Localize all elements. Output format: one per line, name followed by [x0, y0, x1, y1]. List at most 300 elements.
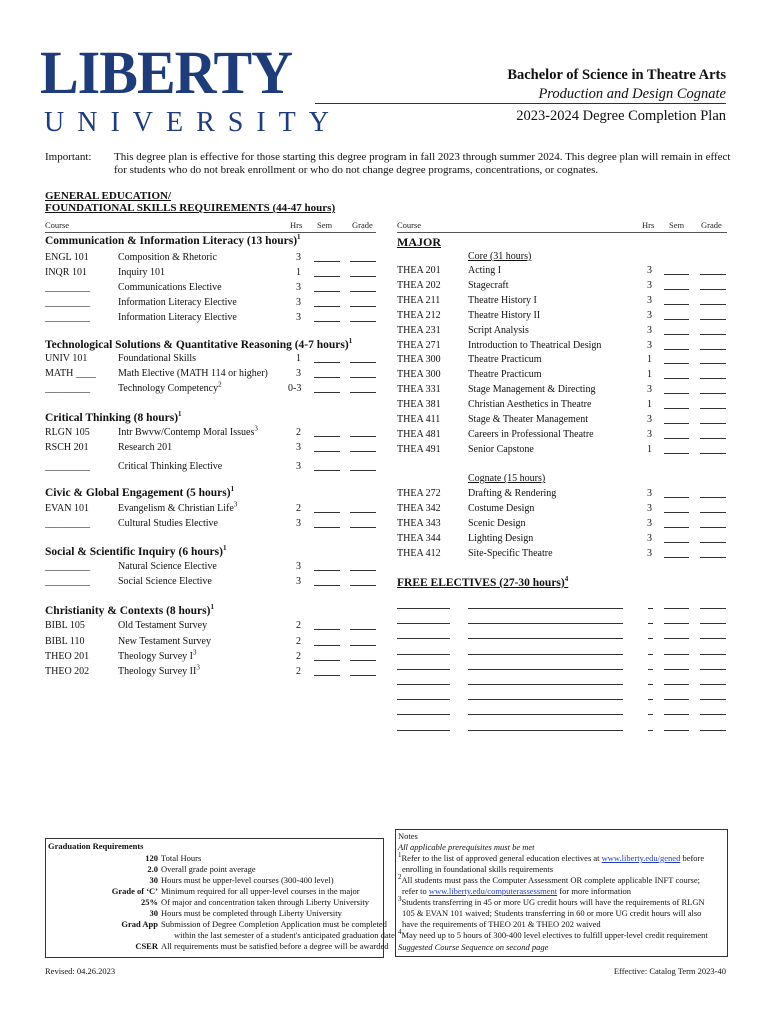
semester-blank[interactable]: [664, 488, 689, 498]
elective-name-blank[interactable]: [468, 705, 623, 715]
course-hours: 3: [647, 279, 652, 291]
semester-blank[interactable]: [664, 675, 689, 685]
course-name: Careers in Professional Theatre: [468, 428, 594, 440]
course-hours: 3: [296, 312, 301, 323]
grad-req-value: 120: [145, 853, 158, 863]
grade-blank[interactable]: [700, 533, 726, 543]
semester-blank[interactable]: [314, 651, 340, 661]
semester-blank[interactable]: [314, 620, 340, 630]
semester-blank[interactable]: [664, 444, 689, 454]
semester-blank[interactable]: [664, 265, 689, 275]
course-name: Information Literacy Elective: [118, 312, 237, 323]
grad-requirements-box: [45, 838, 395, 958]
course-code: _________: [45, 576, 90, 587]
semester-blank[interactable]: [314, 383, 340, 393]
course-name: Theatre Practicum: [468, 354, 542, 366]
grade-blank[interactable]: [700, 660, 726, 670]
course-name: Theatre Practicum: [468, 369, 542, 381]
course-name: Theatre History I: [468, 294, 537, 306]
course-code: THEA 331: [397, 384, 441, 396]
grade-blank[interactable]: [700, 629, 726, 639]
elective-name-blank[interactable]: [468, 675, 623, 685]
important-label: Important:: [45, 151, 92, 163]
course-name: Drafting & Rendering: [468, 488, 557, 499]
col-grade: Grade: [352, 220, 373, 230]
elective-hrs-blank[interactable]: [648, 690, 653, 700]
grade-blank[interactable]: [700, 310, 726, 320]
grade-blank[interactable]: [700, 645, 726, 655]
grade-blank[interactable]: [700, 399, 726, 409]
semester-blank[interactable]: [664, 533, 689, 543]
grade-blank[interactable]: [350, 576, 376, 586]
footnote-marker: 1: [230, 485, 235, 494]
course-code: THEA 342: [397, 503, 441, 514]
elective-course-blank[interactable]: [397, 645, 450, 655]
elective-name-blank[interactable]: [468, 614, 623, 624]
footnote-marker: 1: [210, 603, 214, 612]
course-hours: 3: [296, 368, 301, 379]
course-hours: 2: [296, 651, 301, 662]
major-col-grade: Grade: [701, 220, 722, 230]
course-hours: 1: [296, 267, 301, 278]
elective-name-blank[interactable]: [468, 645, 623, 655]
course-name: Introduction to Theatrical Design: [468, 339, 602, 351]
grade-blank[interactable]: [700, 518, 726, 528]
course-code: BIBL 110: [45, 636, 85, 647]
col-sem: Sem: [317, 220, 333, 230]
course-hours: 3: [647, 428, 652, 440]
course-code: UNIV 101: [45, 353, 88, 364]
semester-blank[interactable]: [314, 666, 340, 676]
cognate-title: Cognate (15 hours): [468, 473, 546, 484]
grade-blank[interactable]: [350, 267, 376, 277]
semester-blank[interactable]: [664, 599, 689, 609]
elective-name-blank[interactable]: [468, 599, 623, 609]
course-name: Research 201: [118, 442, 173, 453]
course-name: Social Science Elective: [118, 576, 212, 587]
elective-course-blank[interactable]: [397, 675, 450, 685]
elective-hrs-blank[interactable]: [648, 660, 653, 670]
course-name: Stagecraft: [468, 279, 509, 291]
course-code: BIBL 105: [45, 620, 85, 631]
course-name: Math Elective (MATH 114 or higher): [118, 368, 268, 379]
course-code: MATH ____: [45, 368, 96, 379]
cognate-title: Production and Design Cognate: [538, 86, 726, 102]
semester-blank[interactable]: [664, 429, 689, 439]
grade-blank[interactable]: [700, 503, 726, 513]
col-hrs: Hrs: [290, 220, 303, 230]
semester-blank[interactable]: [664, 414, 689, 424]
course-code: RLGN 105: [45, 427, 90, 438]
grade-blank[interactable]: [350, 312, 376, 322]
course-hours: 3: [647, 533, 652, 544]
grade-blank[interactable]: [700, 265, 726, 275]
grade-blank[interactable]: [700, 354, 726, 364]
footnote-marker: 3: [233, 500, 238, 509]
course-code: THEA 271: [397, 339, 441, 351]
semester-blank[interactable]: [314, 267, 340, 277]
course-hours: 3: [296, 518, 301, 529]
course-name: Intr Bwvw/Contemp Moral Issues$^3$: [118, 424, 258, 438]
footnote-marker: 3: [193, 648, 197, 657]
elective-course-blank[interactable]: [397, 690, 450, 700]
major-col-hrs: Hrs: [642, 220, 655, 230]
semester-blank[interactable]: [664, 340, 689, 350]
major-title: MAJOR: [397, 235, 441, 249]
semester-blank[interactable]: [314, 503, 340, 513]
footnote-marker: 1: [178, 410, 182, 419]
course-code: ENGL 101: [45, 252, 89, 263]
course-name: Site-Specific Theatre: [468, 548, 553, 559]
grade-blank[interactable]: [700, 675, 726, 685]
grad-req-desc: Of major and concentration taken through Liberty University: [161, 897, 369, 907]
grad-req-value: CSER: [135, 941, 158, 951]
course-code: THEO 201: [45, 651, 90, 662]
grad-req-value: Grade of ‘C’: [111, 886, 158, 896]
grade-blank[interactable]: [350, 427, 376, 437]
grad-req-desc: Hours must be upper-level courses (300-400 level): [161, 875, 334, 885]
course-hours: 2: [296, 666, 301, 677]
elective-hrs-blank[interactable]: [648, 614, 653, 624]
notes-prereq: All applicable prerequisites must be met: [398, 842, 535, 852]
grade-blank[interactable]: [700, 295, 726, 305]
course-hours: 3: [647, 265, 652, 276]
course-hours: 3: [647, 518, 652, 529]
note-1: $^1$Refer to the list of approved general education electives at www.liberty.edu/gened before: [398, 851, 705, 863]
course-hours: 3: [296, 282, 301, 293]
course-code: INQR 101: [45, 267, 87, 278]
note-2: $^2$All students must pass the Computer Assessment OR complete applicable INFT course;: [398, 873, 700, 885]
free-electives-title: FREE ELECTIVES (27-30 hours)$^4$: [397, 575, 569, 589]
course-code: THEA 231: [397, 324, 441, 336]
elective-hrs-blank[interactable]: [648, 705, 653, 715]
course-name: Stage Management & Directing: [468, 384, 596, 396]
course-hours: 3: [296, 461, 301, 472]
course-name: Evangelism & Christian Life$^3$: [118, 500, 238, 514]
semester-blank[interactable]: [314, 636, 340, 646]
elective-hrs-blank[interactable]: [648, 645, 653, 655]
semester-blank[interactable]: [664, 369, 689, 379]
elective-course-blank[interactable]: [397, 614, 450, 624]
note-3-cont1: 105 & EVAN 101 waived; Students transferring in 60 or more UG credit hours will also: [402, 908, 702, 918]
grade-blank[interactable]: [350, 503, 376, 513]
course-name: Scenic Design: [468, 518, 526, 529]
grade-blank[interactable]: [700, 488, 726, 498]
grade-blank[interactable]: [350, 651, 376, 661]
course-name: New Testament Survey: [118, 636, 211, 647]
semester-blank[interactable]: [664, 384, 689, 394]
grade-blank[interactable]: [350, 252, 376, 262]
grade-blank[interactable]: [700, 369, 726, 379]
course-hours: 1: [647, 399, 652, 411]
semester-blank[interactable]: [664, 721, 689, 731]
semester-blank[interactable]: [664, 660, 689, 670]
grade-blank[interactable]: [700, 548, 726, 558]
gen-ed-section-title: Social & Scientific Inquiry (6 hours)$^1$: [45, 544, 227, 558]
grade-blank[interactable]: [350, 383, 376, 393]
core-title: Core (31 hours): [468, 251, 532, 262]
semester-blank[interactable]: [314, 576, 340, 586]
grade-blank[interactable]: [700, 384, 726, 394]
course-code: THEA 481: [397, 428, 441, 440]
course-name: Christian Aesthetics in Theatre: [468, 399, 592, 411]
semester-blank[interactable]: [314, 252, 340, 262]
grad-req-desc: Total Hours: [161, 853, 202, 863]
notes-box: [395, 829, 728, 957]
course-hours: 3: [647, 339, 652, 351]
grade-blank[interactable]: [350, 297, 376, 307]
gen-ed-col-rule: [45, 232, 376, 233]
logo-university: UNIVERSITY: [44, 107, 342, 138]
elective-hrs-blank[interactable]: [648, 629, 653, 639]
grade-blank[interactable]: [700, 721, 726, 731]
elective-hrs-blank[interactable]: [648, 721, 653, 731]
grad-req-desc: Hours must be completed through Liberty University: [161, 908, 342, 918]
elective-course-blank[interactable]: [397, 721, 450, 731]
semester-blank[interactable]: [664, 629, 689, 639]
semester-blank[interactable]: [314, 282, 340, 292]
course-code: THEA 201: [397, 265, 441, 276]
course-code: THEA 381: [397, 399, 441, 411]
course-hours: 2: [296, 503, 301, 514]
semester-blank[interactable]: [664, 354, 689, 364]
semester-blank[interactable]: [664, 325, 689, 335]
semester-blank[interactable]: [664, 503, 689, 513]
plan-year: 2023-2024 Degree Completion Plan: [516, 108, 726, 124]
course-name: Senior Capstone: [468, 443, 534, 455]
grade-blank[interactable]: [350, 518, 376, 528]
course-code: THEA 343: [397, 518, 441, 529]
grad-req-value: 2.0: [147, 864, 158, 874]
footnote-marker: 1: [297, 233, 301, 242]
course-name: Theology Survey $II^3$: [118, 663, 200, 677]
header-rule: [315, 103, 726, 104]
course-hours: 2: [296, 636, 301, 647]
semester-blank[interactable]: [314, 427, 340, 437]
course-name: Costume Design: [468, 503, 535, 514]
semester-blank[interactable]: [664, 705, 689, 715]
course-code: THEA 272: [397, 488, 441, 499]
important-text: This degree plan is effective for those starting this degree program in fall 2023 through summer 2024. This degree plan will remain in effect for students who do not break enrollment or who do not change degree programs, concentrations, or cognates.: [114, 151, 731, 176]
major-col-course: Course: [397, 220, 422, 230]
course-hours: 3: [296, 442, 301, 453]
course-hours: 1: [647, 369, 652, 381]
logo-liberty: LIBERTY: [40, 38, 293, 107]
course-hours: 3: [647, 503, 652, 514]
footnote-marker: 2: [218, 380, 222, 389]
course-hours: 1: [296, 353, 301, 364]
grade-blank[interactable]: [700, 705, 726, 715]
grade-blank[interactable]: [700, 429, 726, 439]
semester-blank[interactable]: [314, 561, 340, 571]
gen-ed-section-title: Critical Thinking (8 hours)$^1$: [45, 410, 182, 424]
course-name: Information Literacy Elective: [118, 297, 237, 308]
effective-term: Effective: Catalog Term 2023-40: [613, 966, 726, 976]
grade-blank[interactable]: [700, 690, 726, 700]
course-hours: 3: [647, 324, 652, 336]
course-name: Theology Survey $I^3$: [118, 648, 197, 662]
semester-blank[interactable]: [664, 280, 689, 290]
note-1-cont: enrolling in foundational skills requirements: [402, 864, 554, 874]
course-hours: 3: [647, 548, 652, 559]
note-3: $^3$Students transferring in 45 or more UG credit hours will have the requirements of RLGN: [398, 895, 705, 907]
revised-date: Revised: 04.26.2023: [45, 966, 116, 976]
semester-blank[interactable]: [664, 645, 689, 655]
grad-req-desc: Submission of Degree Completion Application must be completed: [161, 919, 387, 929]
elective-course-blank[interactable]: [397, 705, 450, 715]
semester-blank[interactable]: [664, 399, 689, 409]
grade-blank[interactable]: [350, 620, 376, 630]
course-hours: 3: [296, 576, 301, 587]
course-name: Foundational Skills: [118, 353, 197, 364]
course-hours: 2: [296, 620, 301, 631]
course-name: Theatre History II: [468, 309, 541, 321]
course-code: RSCH 201: [45, 442, 89, 453]
course-hours: 3: [647, 488, 652, 499]
gen-ed-section-title: Communication & Information Literacy (13 hours)$^1$: [45, 233, 301, 247]
notes-sequence: Suggested Course Sequence on second page: [398, 942, 549, 952]
grade-blank[interactable]: [350, 368, 376, 378]
grade-blank[interactable]: [700, 614, 726, 624]
grad-req-desc: All requirements must be satisfied before a degree will be awarded: [161, 941, 389, 951]
semester-blank[interactable]: [664, 310, 689, 320]
course-name: Acting I: [468, 265, 502, 276]
course-hours: 3: [296, 561, 301, 572]
course-name: Old Testament Survey: [118, 620, 208, 631]
course-hours: 1: [647, 354, 652, 366]
semester-blank[interactable]: [314, 297, 340, 307]
course-code: _________: [45, 461, 90, 472]
course-hours: 2: [296, 427, 301, 438]
course-code: THEA 411: [397, 414, 441, 425]
course-hours: 3: [296, 252, 301, 263]
course-code: THEA 412: [397, 548, 441, 559]
elective-course-blank[interactable]: [397, 660, 450, 670]
degree-title: Bachelor of Science in Theatre Arts: [507, 67, 726, 83]
course-code: THEA 300: [397, 354, 441, 366]
semester-blank[interactable]: [664, 690, 689, 700]
course-name: Stage & Theater Management: [468, 414, 589, 425]
course-code: THEA 202: [397, 279, 441, 291]
footnote-marker: 4: [564, 575, 569, 584]
grade-blank[interactable]: [350, 442, 376, 452]
elective-name-blank[interactable]: [468, 629, 623, 639]
course-code: EVAN 101: [45, 503, 89, 514]
grad-req-value: Grad App: [121, 919, 158, 929]
grade-blank[interactable]: [700, 280, 726, 290]
course-name: Lighting Design: [468, 533, 534, 544]
course-name: Cultural Studies Elective: [118, 518, 218, 529]
note-4: $^4$May need up to 5 hours of 300-400 level electives to fulfill upper-level credit requirement: [398, 928, 708, 940]
elective-hrs-blank[interactable]: [648, 599, 653, 609]
notes-title: Notes: [398, 831, 418, 841]
grade-blank[interactable]: [700, 444, 726, 454]
grade-blank[interactable]: [700, 414, 726, 424]
note-3-cont2: have the requirements of THEO 201 & THEO 202 waived: [402, 919, 601, 929]
course-hours: 0-3: [288, 383, 302, 394]
course-hours: 3: [647, 384, 652, 396]
grade-blank[interactable]: [350, 561, 376, 571]
footnote-marker: 3: [196, 663, 200, 672]
elective-course-blank[interactable]: [397, 629, 450, 639]
course-name: Communications Elective: [118, 282, 222, 293]
grade-blank[interactable]: [350, 282, 376, 292]
course-name: Inquiry 101: [118, 267, 165, 278]
semester-blank[interactable]: [664, 614, 689, 624]
course-hours: 3: [647, 309, 652, 321]
semester-blank[interactable]: [314, 461, 340, 471]
col-course: Course: [45, 220, 70, 230]
footnote-marker: 1: [222, 544, 227, 553]
semester-blank[interactable]: [314, 442, 340, 452]
grad-req-value: 30: [149, 875, 158, 885]
computer-assessment-link[interactable]: www.liberty.edu/computerassessment: [428, 886, 558, 896]
course-code: _________: [45, 561, 90, 572]
gen-ed-title: GENERAL EDUCATION/ FOUNDATIONAL SKILLS REQUIREMENTS (44-47 hours): [45, 190, 336, 214]
footnote-marker: 3: [254, 424, 258, 433]
course-hours: 1: [647, 443, 652, 455]
major-col-sem: Sem: [669, 220, 685, 230]
gen-ed-section-title: Christianity & Contexts (8 hours)$^1$: [45, 603, 214, 617]
course-hours: 3: [296, 297, 301, 308]
course-code: THEA 491: [397, 443, 441, 455]
elective-hrs-blank[interactable]: [648, 675, 653, 685]
elective-course-blank[interactable]: [397, 599, 450, 609]
semester-blank[interactable]: [664, 295, 689, 305]
semester-blank[interactable]: [664, 518, 689, 528]
course-hours: 3: [647, 294, 652, 306]
course-name: Natural Science Elective: [118, 561, 217, 572]
grade-blank[interactable]: [700, 340, 726, 350]
course-code: _________: [45, 312, 90, 323]
gened-link[interactable]: www.liberty.edu/gened: [601, 853, 681, 863]
grade-blank[interactable]: [350, 461, 376, 471]
semester-blank[interactable]: [664, 548, 689, 558]
semester-blank[interactable]: [314, 368, 340, 378]
grad-req-desc: Minimum required for all upper-level courses in the major: [161, 886, 360, 896]
gen-ed-section-title: Technological Solutions & Quantitative Reasoning (4-7 hours)$^1$: [45, 337, 353, 351]
elective-name-blank[interactable]: [468, 690, 623, 700]
grad-req-value: 25%: [141, 897, 158, 907]
course-code: THEA 211: [397, 294, 441, 306]
elective-name-blank[interactable]: [468, 660, 623, 670]
course-code: _________: [45, 282, 90, 293]
semester-blank[interactable]: [314, 312, 340, 322]
grade-blank[interactable]: [350, 353, 376, 363]
elective-name-blank[interactable]: [468, 721, 623, 731]
course-code: THEA 212: [397, 309, 441, 321]
course-name: Composition & Rhetoric: [118, 252, 217, 263]
note-2-cont: refer to www.liberty.edu/computerassessment for more information: [402, 886, 632, 896]
grade-blank[interactable]: [350, 636, 376, 646]
major-col-rule: [397, 232, 727, 233]
grade-blank[interactable]: [350, 666, 376, 676]
grad-req-desc: Overall grade point average: [161, 864, 256, 874]
semester-blank[interactable]: [314, 353, 340, 363]
course-code: THEA 344: [397, 533, 441, 544]
semester-blank[interactable]: [314, 518, 340, 528]
grade-blank[interactable]: [700, 325, 726, 335]
course-name: Technology Competency$^2$: [118, 380, 222, 394]
course-name: Script Analysis: [468, 324, 529, 336]
grade-blank[interactable]: [700, 599, 726, 609]
course-name: Critical Thinking Elective: [118, 461, 223, 472]
course-code: _________: [45, 383, 90, 394]
course-code: THEO 202: [45, 666, 90, 677]
gen-ed-section-title: Civic & Global Engagement (5 hours)$^1$: [45, 485, 235, 499]
footnote-marker: 1: [348, 337, 353, 346]
course-code: _________: [45, 297, 90, 308]
